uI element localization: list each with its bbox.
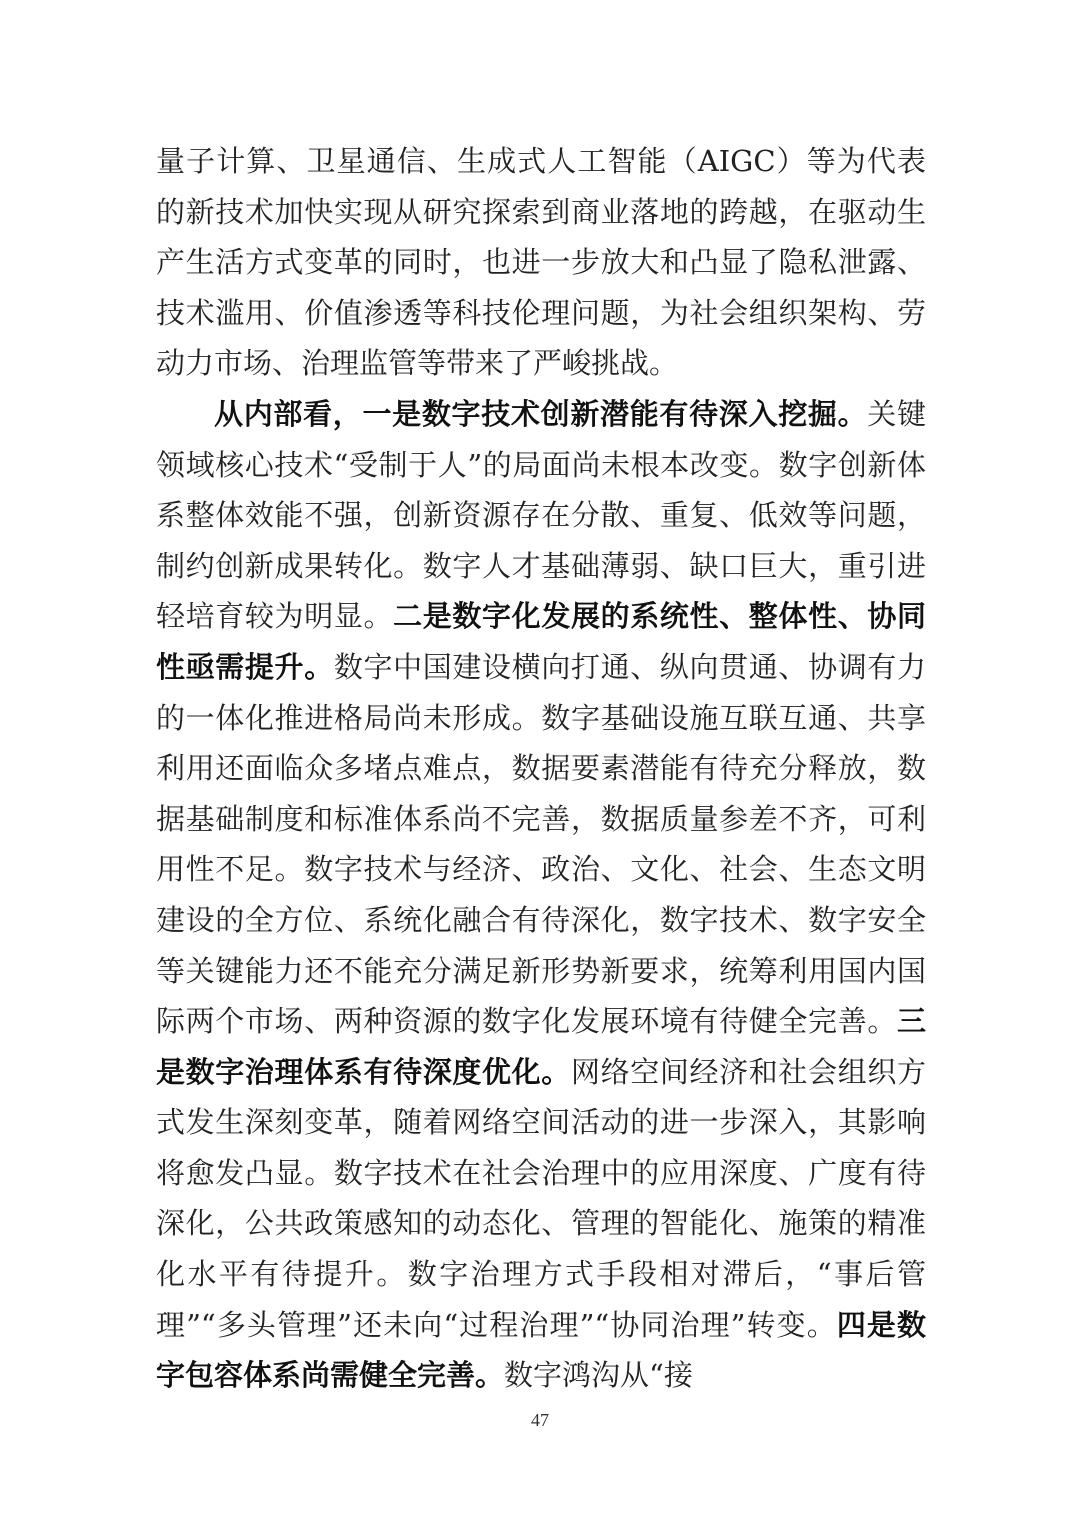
text-run: 数字中国建设横向打通、纵向贯通、协调有力的一体化推进格局尚未形成。数字基础设施互联互通、共享利用还面临众多堵点难点，数据要素潜能有待充分释放，数据基础制度和标准体系尚不完善，数据质量参差不齐，可利用性不足。数字技术与经济、政治、文化、社会、生态文明建设的全方位、系统化融合有待深化，数字技术、数字安全等关键能力还不能充分满足新形势新要求，统筹利用国内国际两个市场、两种资源的数字化发展环境有待健全完善。 <box>156 649 926 1039</box>
text-run: 网络空间经济和社会组织方式发生深刻变革，随着网络空间活动的进一步深入，其影响将愈发凸显。数字技术在社会治理中的应用深度、广度有待深化，公共政策感知的动态化、管理的智能化、施策的精准化水平有待提升。数字治理方式手段相对滞后，“事后管理”“多头管理”还未向“过程治理”“协同治理”转变。 <box>156 1054 926 1342</box>
paragraph-2 <box>156 389 926 1401</box>
bold-heading-run: 四是数字包容体系尚需健全完善。 <box>156 1307 926 1393</box>
paragraph-1 <box>156 136 926 389</box>
page-number: 47 <box>531 1410 549 1430</box>
text-run: 量子计算、卫星通信、生成式人工智能（AIGC）等为代表的新技术加快实现从研究探索到商业落地的跨越，在驱动生产生活方式变革的同时，也进一步放大和凸显了隐私泄露、技术滥用、价值渗透等科技伦理问题，为社会组织架构、劳动力市场、治理监管等带来了严峻挑战。 <box>156 144 926 381</box>
body-text <box>156 136 926 1401</box>
bold-heading-run: 从内部看，一是数字技术创新潜能有待深入挖掘。 <box>214 396 868 431</box>
bold-heading-run: 二是数字化发展的系统性、整体性、协同性亟需提升。 <box>156 599 926 684</box>
text-run: 关键领域核心技术“受制于人”的局面尚未根本改变。数字创新体系整体效能不强，创新资源存在分散、重复、低效等问题，制约创新成果转化。数字人才基础薄弱、缺口巨大，重引进轻培育较为明显。 <box>156 396 926 634</box>
bold-heading-run: 三是数字治理体系有待深度优化。 <box>156 1004 926 1089</box>
text-run: 数字鸿沟从“接 <box>504 1358 693 1393</box>
